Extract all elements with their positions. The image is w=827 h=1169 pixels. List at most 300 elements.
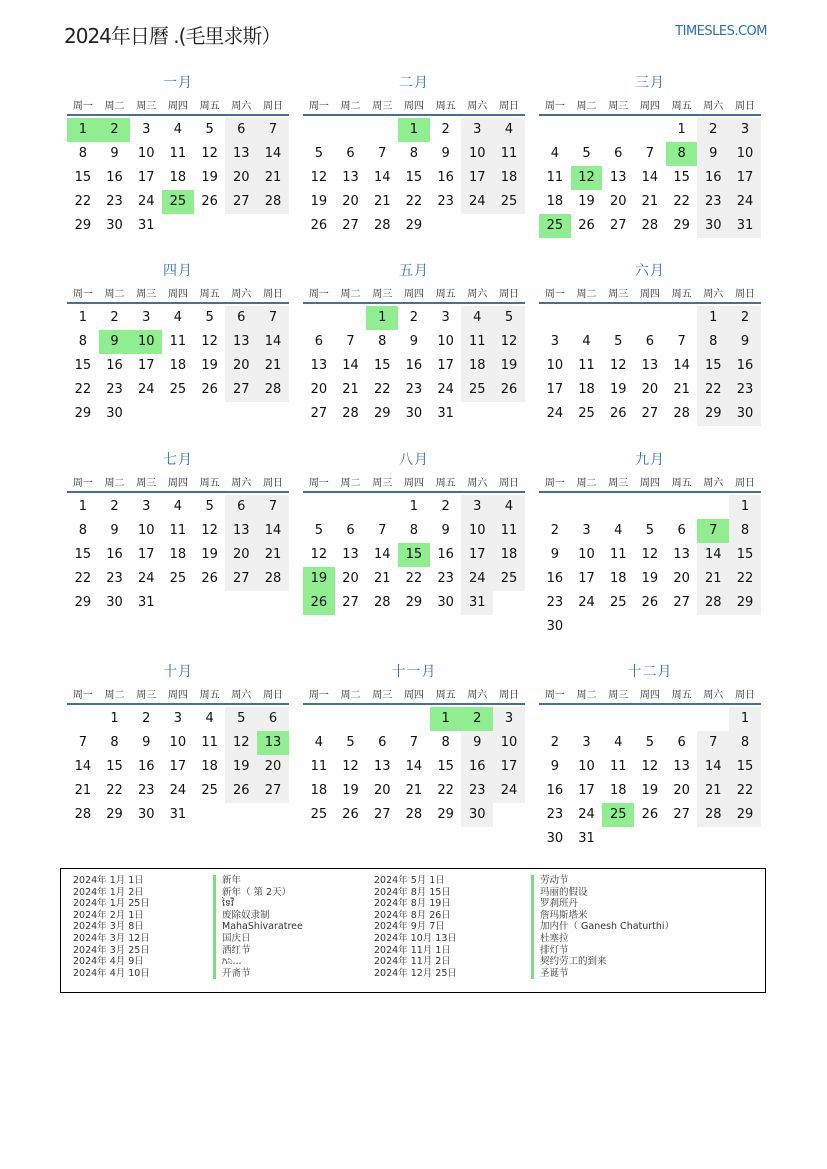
- weekday-label: 周日: [262, 477, 283, 489]
- month-calendar: [539, 661, 761, 851]
- empty-cell: [634, 118, 666, 142]
- day-cell: 8: [729, 519, 761, 543]
- day-cell: 22: [373, 382, 391, 397]
- day-cell: 7: [346, 334, 355, 349]
- day-cell: 11: [609, 759, 627, 774]
- weekday-label: 周四: [167, 288, 188, 300]
- day-cell: 5: [614, 334, 623, 349]
- day-grid: [539, 495, 761, 639]
- day-cell: 20: [373, 783, 391, 798]
- holiday-dates-left: [73, 875, 150, 979]
- day-cell: 18: [609, 571, 627, 586]
- holiday-day-cell: 19: [303, 567, 335, 591]
- weekday-label: 周一: [308, 689, 329, 701]
- day-grid: [67, 495, 289, 615]
- day-cell: 12: [225, 731, 257, 755]
- day-cell: 19: [578, 194, 595, 209]
- weekday-header: [67, 94, 289, 116]
- day-cell: 4: [461, 306, 493, 330]
- holiday-name: 杜塞拉: [531, 933, 674, 945]
- day-cell: 18: [609, 783, 627, 798]
- holiday-date: 2024年 3月 25日: [73, 944, 150, 956]
- day-cell: 6: [614, 146, 623, 161]
- day-cell: 5: [645, 735, 655, 750]
- day-cell: 25: [310, 807, 328, 822]
- weekday-label: 周日: [734, 100, 755, 112]
- day-grid: [539, 306, 761, 426]
- weekday-label: 周一: [308, 477, 329, 489]
- month-name: 二月: [399, 75, 429, 91]
- day-cell: 29: [729, 803, 761, 827]
- day-cell: 13: [310, 358, 328, 373]
- empty-cell: [303, 118, 335, 142]
- day-cell: 23: [106, 382, 123, 397]
- day-cell: 22: [74, 571, 92, 586]
- day-cell: 2: [142, 711, 151, 726]
- weekday-label: 周日: [262, 100, 283, 112]
- holiday-day-cell: 1: [430, 707, 462, 731]
- day-cell: 27: [641, 406, 659, 421]
- day-cell: 21: [697, 567, 729, 591]
- empty-cell: [602, 707, 634, 731]
- day-cell: 29: [74, 406, 92, 421]
- day-cell: 31: [137, 595, 155, 610]
- day-cell: 28: [697, 803, 729, 827]
- day-cell: 19: [201, 358, 218, 373]
- day-cell: 24: [461, 567, 493, 591]
- day-cell: 3: [461, 495, 493, 519]
- holiday-date: 2024年 2月 1日: [73, 909, 144, 921]
- day-cell: 18: [169, 358, 187, 373]
- day-cell: 16: [729, 354, 761, 378]
- weekday-label: 周一: [544, 689, 565, 701]
- day-cell: 28: [74, 807, 92, 822]
- day-grid: [67, 118, 289, 238]
- day-cell: 22: [74, 382, 92, 397]
- month-name: 十二月: [627, 664, 673, 680]
- holiday-date: 2024年 8月 19日: [374, 898, 451, 910]
- empty-cell: [303, 707, 335, 731]
- day-cell: 21: [697, 779, 729, 803]
- day-cell: 12: [641, 759, 659, 774]
- day-cell: 4: [550, 146, 559, 161]
- weekday-label: 周一: [72, 288, 93, 300]
- day-cell: 7: [697, 731, 729, 755]
- day-cell: 2: [441, 499, 450, 514]
- weekday-label: 周一: [72, 689, 93, 701]
- day-cell: 16: [437, 170, 454, 185]
- holiday-date: 2024年 3月 12日: [73, 932, 150, 944]
- weekday-label: 周日: [262, 288, 283, 300]
- weekday-label: 周二: [104, 288, 125, 300]
- day-cell: 20: [673, 783, 690, 798]
- day-cell: 11: [493, 519, 525, 543]
- day-cell: 20: [225, 166, 257, 190]
- weekday-label: 周二: [104, 477, 125, 489]
- day-cell: 14: [257, 330, 289, 354]
- holiday-day-cell: 2: [461, 707, 493, 731]
- day-cell: 19: [201, 547, 218, 562]
- day-cell: 31: [169, 807, 187, 822]
- empty-cell: [539, 707, 571, 731]
- day-cell: 26: [578, 218, 595, 233]
- weekday-header: [539, 683, 761, 705]
- weekday-label: 周一: [544, 288, 565, 300]
- holiday-day-cell: 7: [697, 519, 729, 543]
- empty-cell: [571, 118, 603, 142]
- day-cell: 14: [74, 759, 92, 774]
- day-cell: 4: [614, 735, 623, 750]
- day-cell: 29: [405, 595, 423, 610]
- day-cell: 15: [673, 170, 690, 185]
- day-cell: 11: [169, 523, 187, 538]
- weekday-label: 周一: [72, 477, 93, 489]
- day-cell: 25: [201, 783, 218, 798]
- weekday-label: 周日: [498, 477, 519, 489]
- day-cell: 20: [641, 382, 659, 397]
- day-cell: 13: [609, 170, 627, 185]
- weekday-label: 周二: [340, 100, 361, 112]
- weekday-label: 周日: [262, 689, 283, 701]
- day-grid: [303, 306, 525, 426]
- empty-cell: [602, 306, 634, 330]
- weekday-label: 周五: [671, 477, 692, 489]
- empty-cell: [634, 707, 666, 731]
- day-cell: 26: [493, 378, 525, 402]
- day-cell: 15: [729, 543, 761, 567]
- day-cell: 19: [641, 571, 659, 586]
- day-cell: 12: [310, 170, 328, 185]
- day-cell: 18: [493, 543, 525, 567]
- day-cell: 23: [437, 194, 454, 209]
- day-cell: 18: [310, 783, 328, 798]
- weekday-label: 周五: [199, 477, 220, 489]
- holiday-day-cell: 9: [99, 330, 131, 354]
- site-link[interactable]: TIMESLES.COM: [675, 24, 767, 39]
- day-cell: 28: [405, 807, 423, 822]
- day-cell: 18: [493, 166, 525, 190]
- holiday-date: 2024年 1月 25日: [73, 898, 150, 910]
- day-cell: 15: [405, 170, 423, 185]
- day-cell: 1: [729, 495, 761, 519]
- weekday-label: 周一: [544, 477, 565, 489]
- day-cell: 24: [578, 595, 595, 610]
- day-cell: 22: [106, 783, 123, 798]
- day-cell: 2: [697, 118, 729, 142]
- weekday-label: 周五: [671, 689, 692, 701]
- day-cell: 25: [609, 595, 627, 610]
- month-name: 六月: [635, 263, 665, 279]
- day-cell: 4: [173, 122, 183, 137]
- day-cell: 4: [614, 523, 623, 538]
- day-cell: 5: [314, 146, 323, 161]
- day-cell: 10: [578, 759, 595, 774]
- empty-cell: [303, 306, 335, 330]
- day-cell: 15: [697, 354, 729, 378]
- day-cell: 15: [74, 547, 92, 562]
- day-cell: 1: [677, 122, 686, 137]
- day-cell: 16: [106, 358, 123, 373]
- day-cell: 11: [201, 735, 218, 750]
- day-cell: 11: [609, 547, 627, 562]
- day-cell: 9: [142, 735, 151, 750]
- weekday-label: 周二: [104, 100, 125, 112]
- day-cell: 12: [609, 358, 627, 373]
- empty-cell: [634, 495, 666, 519]
- day-cell: 24: [546, 406, 564, 421]
- day-cell: 9: [550, 759, 559, 774]
- day-cell: 23: [729, 378, 761, 402]
- weekday-label: 周二: [576, 100, 597, 112]
- empty-cell: [366, 118, 398, 142]
- weekday-label: 周六: [231, 100, 252, 112]
- day-cell: 22: [729, 567, 761, 591]
- day-cell: 28: [373, 218, 391, 233]
- holiday-day-cell: 13: [257, 731, 289, 755]
- month-name: 一月: [163, 75, 193, 91]
- day-cell: 19: [342, 783, 359, 798]
- day-cell: 17: [137, 358, 155, 373]
- holiday-day-cell: 2: [99, 118, 131, 142]
- month-name: 七月: [163, 452, 193, 468]
- day-cell: 8: [441, 735, 450, 750]
- day-cell: 24: [137, 571, 155, 586]
- month-calendar: [303, 661, 525, 827]
- holiday-date: 2024年 10月 13日: [374, 932, 457, 944]
- day-cell: 9: [441, 523, 450, 538]
- day-cell: 29: [106, 807, 123, 822]
- day-cell: 14: [373, 170, 391, 185]
- day-grid: [67, 707, 289, 827]
- day-cell: 15: [437, 759, 454, 774]
- weekday-label: 周四: [639, 288, 660, 300]
- empty-cell: [666, 306, 698, 330]
- holiday-date: 2024年 11月 1日: [374, 944, 451, 956]
- holiday-date: 2024年 8月 26日: [374, 909, 451, 921]
- day-cell: 14: [697, 543, 729, 567]
- day-cell: 18: [461, 354, 493, 378]
- day-cell: 27: [225, 190, 257, 214]
- day-cell: 7: [257, 118, 289, 142]
- empty-cell: [398, 707, 430, 731]
- day-cell: 15: [729, 755, 761, 779]
- weekday-label: 周五: [435, 288, 456, 300]
- day-cell: 1: [409, 499, 419, 514]
- weekday-header: [67, 471, 289, 493]
- day-cell: 28: [697, 591, 729, 615]
- month-name: 八月: [399, 452, 429, 468]
- month-calendar: [67, 661, 289, 827]
- day-cell: 26: [201, 194, 218, 209]
- holiday-day-cell: 1: [366, 306, 398, 330]
- day-cell: 23: [437, 571, 454, 586]
- day-cell: 10: [437, 334, 454, 349]
- holiday-list: [60, 868, 766, 993]
- day-cell: 2: [409, 310, 419, 325]
- empty-cell: [602, 118, 634, 142]
- day-cell: 6: [257, 707, 289, 731]
- holiday-day-cell: 25: [602, 803, 634, 827]
- weekday-label: 周日: [734, 689, 755, 701]
- holiday-name: 罗刹班丹: [531, 898, 674, 910]
- day-cell: 23: [106, 571, 123, 586]
- day-cell: 11: [578, 358, 595, 373]
- day-cell: 26: [609, 406, 627, 421]
- day-cell: 19: [310, 194, 328, 209]
- day-cell: 17: [169, 759, 187, 774]
- weekday-label: 周六: [467, 477, 488, 489]
- day-cell: 15: [74, 358, 92, 373]
- day-cell: 10: [493, 731, 525, 755]
- day-cell: 26: [310, 218, 328, 233]
- day-cell: 10: [578, 547, 595, 562]
- weekday-label: 周三: [608, 288, 629, 300]
- day-cell: 10: [169, 735, 187, 750]
- day-cell: 8: [378, 334, 387, 349]
- day-cell: 24: [137, 382, 155, 397]
- day-cell: 4: [493, 495, 525, 519]
- holiday-name: 开斋节: [213, 968, 303, 980]
- day-cell: 26: [641, 807, 659, 822]
- day-cell: 27: [342, 218, 359, 233]
- holiday-date: 2024年 5月 1日: [374, 875, 445, 886]
- holiday-name: MahaShivaratree: [213, 921, 303, 933]
- weekday-label: 周三: [372, 477, 393, 489]
- holiday-name: 新年（ 第 2天）: [213, 887, 303, 899]
- day-cell: 24: [493, 779, 525, 803]
- empty-cell: [571, 495, 603, 519]
- weekday-label: 周一: [544, 100, 565, 112]
- weekday-label: 周四: [639, 689, 660, 701]
- weekday-header: [539, 94, 761, 116]
- day-cell: 27: [257, 779, 289, 803]
- holiday-name: 劳动节: [531, 875, 674, 887]
- day-cell: 16: [546, 783, 564, 798]
- weekday-label: 周三: [136, 477, 157, 489]
- day-cell: 7: [378, 146, 387, 161]
- day-cell: 29: [697, 402, 729, 426]
- day-cell: 4: [173, 310, 183, 325]
- day-cell: 5: [582, 146, 591, 161]
- empty-cell: [571, 707, 603, 731]
- day-cell: 1: [78, 499, 87, 514]
- day-cell: 8: [697, 330, 729, 354]
- day-cell: 19: [201, 170, 218, 185]
- month-calendar: [67, 72, 289, 238]
- day-cell: 10: [137, 523, 155, 538]
- day-cell: 17: [461, 543, 493, 567]
- day-cell: 24: [437, 382, 454, 397]
- day-cell: 29: [729, 591, 761, 615]
- day-cell: 4: [205, 711, 214, 726]
- holiday-date: 2024年 12月 25日: [374, 967, 457, 979]
- day-cell: 30: [461, 803, 493, 827]
- day-cell: 20: [310, 382, 328, 397]
- day-cell: 20: [673, 571, 690, 586]
- weekday-label: 周六: [703, 689, 724, 701]
- empty-cell: [67, 707, 99, 731]
- day-cell: 16: [437, 547, 454, 562]
- day-cell: 3: [142, 310, 151, 325]
- day-cell: 31: [461, 591, 493, 615]
- day-cell: 9: [697, 142, 729, 166]
- day-cell: 20: [225, 543, 257, 567]
- empty-cell: [335, 495, 367, 519]
- day-cell: 14: [373, 547, 391, 562]
- day-cell: 25: [578, 406, 595, 421]
- day-cell: 16: [106, 547, 123, 562]
- weekday-label: 周五: [435, 100, 456, 112]
- day-cell: 20: [342, 194, 359, 209]
- day-cell: 24: [461, 190, 493, 214]
- day-cell: 11: [493, 142, 525, 166]
- holiday-names-left: [213, 875, 303, 979]
- day-cell: 13: [342, 170, 359, 185]
- day-cell: 23: [546, 807, 564, 822]
- day-cell: 2: [550, 735, 559, 750]
- day-cell: 3: [173, 711, 183, 726]
- day-cell: 27: [342, 595, 359, 610]
- day-cell: 11: [461, 330, 493, 354]
- day-cell: 28: [257, 190, 289, 214]
- weekday-label: 周四: [167, 477, 188, 489]
- day-cell: 28: [641, 218, 659, 233]
- month-calendar: [303, 260, 525, 426]
- weekday-label: 周五: [435, 477, 456, 489]
- weekday-label: 周日: [498, 288, 519, 300]
- day-cell: 23: [137, 783, 155, 798]
- day-cell: 29: [673, 218, 690, 233]
- day-cell: 13: [225, 330, 257, 354]
- day-cell: 17: [578, 571, 595, 586]
- day-cell: 9: [110, 523, 119, 538]
- day-cell: 21: [673, 382, 690, 397]
- weekday-label: 周一: [308, 100, 329, 112]
- day-cell: 15: [74, 170, 92, 185]
- day-cell: 5: [205, 499, 214, 514]
- day-cell: 30: [137, 807, 155, 822]
- day-cell: 5: [314, 523, 323, 538]
- weekday-label: 周四: [639, 477, 660, 489]
- day-cell: 8: [78, 523, 87, 538]
- day-cell: 25: [461, 378, 493, 402]
- day-cell: 21: [405, 783, 423, 798]
- day-cell: 16: [697, 166, 729, 190]
- weekday-label: 周四: [403, 689, 424, 701]
- day-cell: 22: [729, 779, 761, 803]
- holiday-name: 詹玛斯塔米: [531, 910, 674, 922]
- day-cell: 30: [106, 595, 123, 610]
- day-cell: 14: [673, 358, 690, 373]
- weekday-label: 周六: [467, 100, 488, 112]
- day-cell: 10: [137, 146, 155, 161]
- day-cell: 13: [641, 358, 659, 373]
- day-cell: 10: [461, 142, 493, 166]
- day-cell: 6: [677, 523, 686, 538]
- day-cell: 20: [257, 755, 289, 779]
- day-grid: [67, 306, 289, 426]
- day-cell: 21: [342, 382, 359, 397]
- day-cell: 17: [437, 358, 454, 373]
- day-cell: 18: [169, 170, 187, 185]
- day-cell: 3: [461, 118, 493, 142]
- weekday-header: [539, 471, 761, 493]
- holiday-name: ទៃវិ: [213, 898, 303, 910]
- holiday-day-cell: 26: [303, 591, 335, 615]
- day-cell: 17: [137, 547, 155, 562]
- day-cell: 13: [373, 759, 391, 774]
- day-cell: 21: [257, 166, 289, 190]
